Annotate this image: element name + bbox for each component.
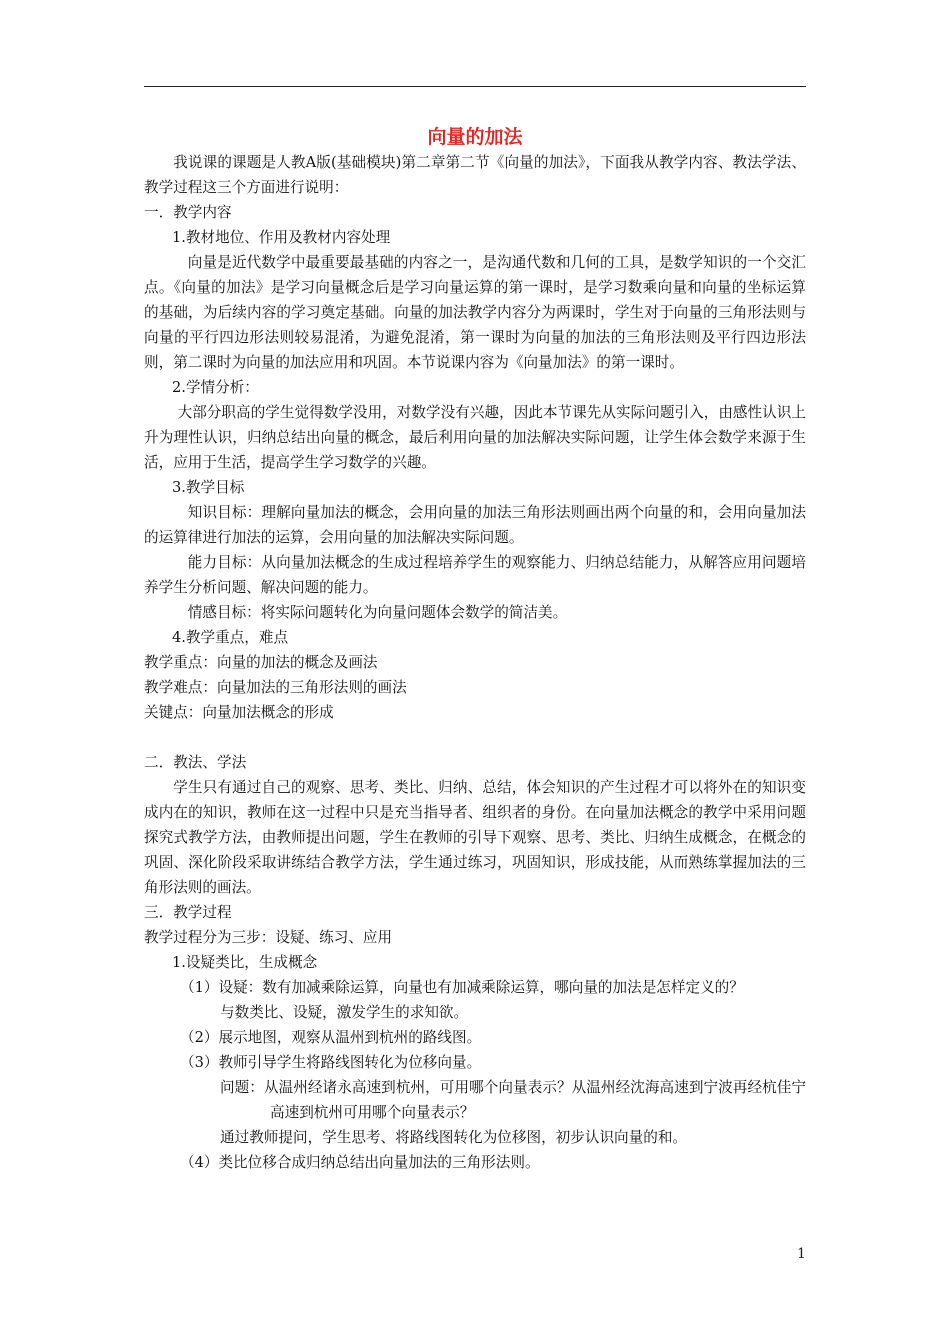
crucial-point: 关键点：向量加法概念的形成 (144, 704, 334, 721)
difficult-point: 教学难点：向量加法的三角形法则的画法 (144, 679, 407, 696)
section3-heading: 三．教学过程 (144, 904, 232, 921)
section1-heading: 一．教学内容 (144, 204, 232, 221)
key-point: 教学重点：向量的加法的概念及画法 (144, 654, 378, 671)
question-text: 问题：从温州经诸永高速到杭州，可用哪个向量表示？从温州经沈海高速到宁波再经杭佳宁高速到杭州可用哪个向量表示？ (220, 1079, 806, 1121)
list-item-1-continuation: 与数类比、设疑，激发学生的求知欲。 (220, 1004, 469, 1021)
document-title: 向量的加法 (427, 126, 523, 148)
header-rule (144, 86, 806, 87)
document-body (144, 150, 806, 1175)
list-item-2: （2）展示地图，观察从温州到杭州的路线图。 (180, 1029, 482, 1046)
section3-overview: 教学过程分为三步：设疑、练习、应用 (144, 929, 393, 946)
section2-heading: 二．教法、学法 (144, 754, 247, 771)
section1-sub3-heading: 3.教学目标 (172, 479, 245, 496)
intro-paragraph: 我说课的课题是人教A版(基础模块)第二章第二节《向量的加法》，下面我从教学内容、教法学法、教学过程这三个方面进行说明： (144, 154, 806, 196)
section2-body: 学生只有通过自己的观察、思考、类比、归纳、总结，体会知识的产生过程才可以将外在的知识变成内在的知识，教师在这一过程中只是充当指导者、组织者的身份。在向量加法概念的教学中采用问题探究式教学方法，由教师提出问题，学生在教师的引导下观察、思考、类比、归纳生成概念，在概念的巩固、深化阶段采取讲练结合教学方法，学生通过练习，巩固知识，形成技能，从而熟练掌握加法的三角形法则的画法。 (144, 779, 806, 896)
goal-ability: 能力目标：从向量加法概念的生成过程培养学生的观察能力、归纳总结能力，从解答应用问题培养学生分析问题、解决问题的能力。 (144, 554, 806, 596)
section1-sub2-body: 大部分职高的学生觉得数学没用，对数学没有兴趣，因此本节课先从实际问题引入，由感性认识上升为理性认识，归纳总结出向量的概念，最后利用向量的加法解决实际问题，让学生体会数学来源于生活，应用于生活，提高学生学习数学的兴趣。 (144, 404, 806, 471)
goal-knowledge: 知识目标：理解向量加法的概念，会用向量的加法三角形法则画出两个向量的和，会用向量加法的运算律进行加法的运算，会用向量的加法解决实际问题。 (144, 504, 806, 546)
list-item-3-continuation: 通过教师提问，学生思考、将路线图转化为位移图，初步认识向量的和。 (220, 1129, 688, 1146)
section1-sub1-heading: 1.教材地位、作用及教材内容处理 (172, 229, 391, 246)
section1-sub4-heading: 4.教学重点，难点 (172, 629, 289, 646)
list-item-1: （1）设疑：数有加减乘除运算，向量也有加减乘除运算，哪向量的加法是怎样定义的？ (180, 979, 744, 996)
step1-heading: 1.设疑类比，生成概念 (172, 954, 318, 971)
section1-sub2-heading: 2.学情分析： (172, 379, 259, 396)
list-item-3: （3）教师引导学生将路线图转化为位移向量。 (180, 1054, 482, 1071)
goal-emotion: 情感目标：将实际问题转化为向量问题体会数学的简洁美。 (187, 604, 568, 621)
page-number: 1 (797, 1246, 806, 1262)
section1-sub1-body: 向量是近代数学中最重要最基础的内容之一，是沟通代数和几何的工具，是数学知识的一个交汇点。《向量的加法》是学习向量概念后是学习向量运算的第一课时，是学习数乘向量和向量的坐标运算的基础，为后续内容的学习奠定基础。向量的加法教学内容分为两课时，学生对于向量的三角形法则与向量的平行四边形法则较易混淆，为避免混淆，第一课时为向量的加法的三角形法则及平行四边形法则，第二课时为向量的加法应用和巩固。本节说课内容为《向量加法》的第一课时。 (144, 254, 806, 371)
list-item-4: （4）类比位移合成归纳总结出向量加法的三角形法则。 (180, 1154, 540, 1171)
